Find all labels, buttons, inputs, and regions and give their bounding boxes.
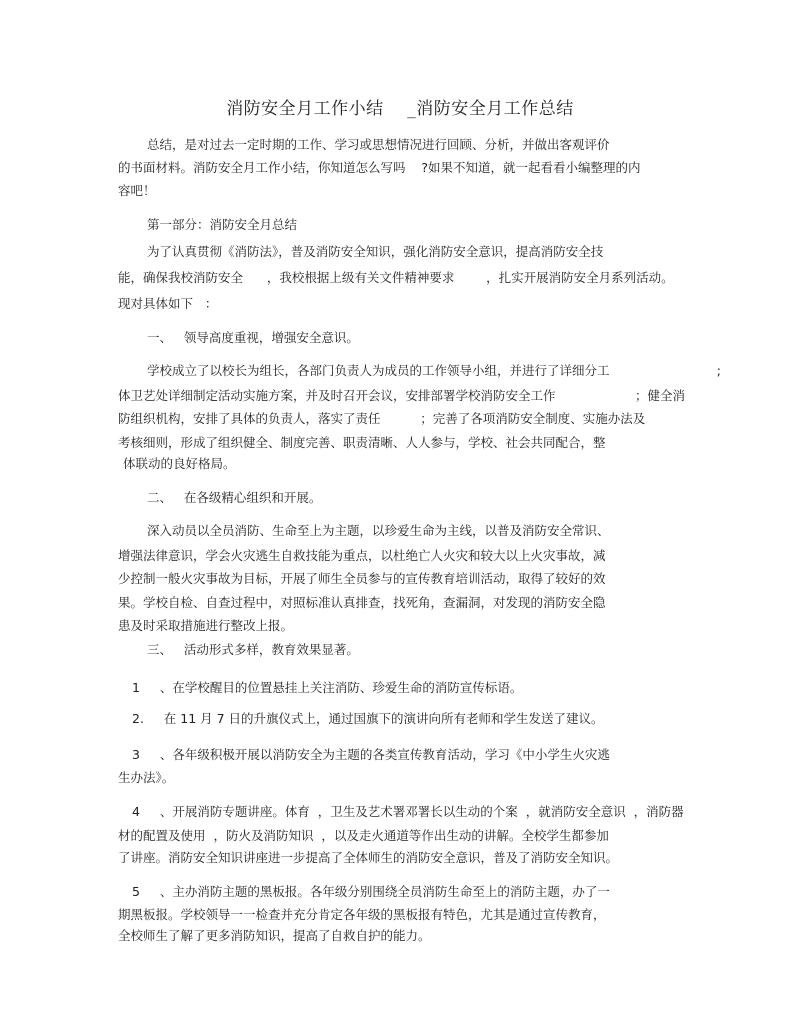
paragraph-line: 现对具体如下 ： [118,296,218,311]
paragraph-line: 了讲座。消防安全知识讲座进一步提高了全体师生的消防安全意识，普及了消防安全知识。 [118,850,619,865]
paragraph-line: 增强法律意识，学会火灾逃生自救技能为重点，以杜绝亡人火灾和较大以上火灾事故，减 [118,548,606,563]
paragraph-line: 全校师生了解了更多消防知识，提高了自救自护的能力。 [118,928,431,943]
paragraph-line: 考核细则，形成了组织健全、制度完善、职责清晰、人人参与，学校、社会共同配合，整 [118,435,606,450]
paragraph-line: 体联动的良好格局。 [123,456,236,471]
paragraph-line: 4 、开展消防专题讲座。体育 ，卫生及艺术署邓署长以生动的个案 ，就消防安全意识 ，消防器 [132,804,684,819]
paragraph-line: 果。学校自检、自查过程中，对照标准认真排查，找死角，查漏洞，对发现的消防安全隐 [118,595,606,610]
paragraph-line: 能，确保我校消防安全 ，我校根据上级有关文件精神要求 ，扎实开展消防安全月系列活动。 [118,270,674,285]
paragraph-line: 三、 活动形式多样，教育效果显著。 [147,642,359,657]
paragraph-line: 防组织机构，安排了具体的负责人，落实了责任 ；完善了各项消防安全制度、实施办法及 [118,411,646,426]
paragraph-line: 的书面材料。消防安全月工作小结，你知道怎么写吗 ?如果不知道，就一起看看小编整理的内 [118,160,641,175]
paragraph-line: 3 、各年级积极开展以消防安全为主题的各类宣传教育活动，学习《中小学生火灾逃 [132,747,610,762]
paragraph-line: 总结，是对过去一定时期的工作、学习或思想情况进行回顾、分析，并做出客观评价 [147,137,610,152]
paragraph-line: 生办法》。 [118,770,175,785]
paragraph-line: 二、 在各级精心组织和开展。 [147,490,322,505]
paragraph-line: 为了认真贯彻《消防法》，普及消防安全知识，强化消防安全意识，提高消防安全技 [147,244,604,259]
paragraph-line: 患及时采取措施进行整改上报。 [118,618,294,633]
paragraph-line: 材的配置及使用 ，防火及消防知识 ，以及走火通道等作出生动的讲解。全校学生都参加 [118,828,609,843]
paragraph-line: 一、 领导高度重视，增强安全意识。 [147,330,359,345]
document-title: 消防安全月工作小结 _消防安全月工作总结 [226,99,574,119]
paragraph-line: 容吧！ [118,183,156,198]
paragraph-line: 学校成立了以校长为组长，各部门负责人为成员的工作领导小组，并进行了详细分工 ; [147,363,721,378]
paragraph-line: 5 、主办消防主题的黑板报。各年级分别围绕全员消防生命至上的消防主题，办了一 [132,884,610,899]
paragraph-line: 第一部分：消防安全月总结 [147,217,298,232]
paragraph-line: 期黑板报。学校领导一一检查并充分肯定各年级的黑板报有特色，尤其是通过宣传教育， [118,907,606,922]
paragraph-line: 少控制一般火灾事故为目标，开展了师生全员参与的宣传教育培训活动，取得了较好的效 [118,571,606,586]
paragraph-line: 深入动员以全员消防、生命至上为主题，以珍爱生命为主线，以普及消防安全常识、 [147,523,610,538]
paragraph-line: 体卫艺处详细制定活动实施方案，并及时召开会议，安排部署学校消防安全工作 ；健全消 [118,388,685,403]
paragraph-line: 2. 在 11 月 7 日的升旗仪式上，通过国旗下的演讲向所有老师和学生发送了建议。 [132,711,604,726]
paragraph-line: 1 、在学校醒目的位置悬挂上关注消防、珍爱生命的消防宣传标语。 [132,680,523,695]
